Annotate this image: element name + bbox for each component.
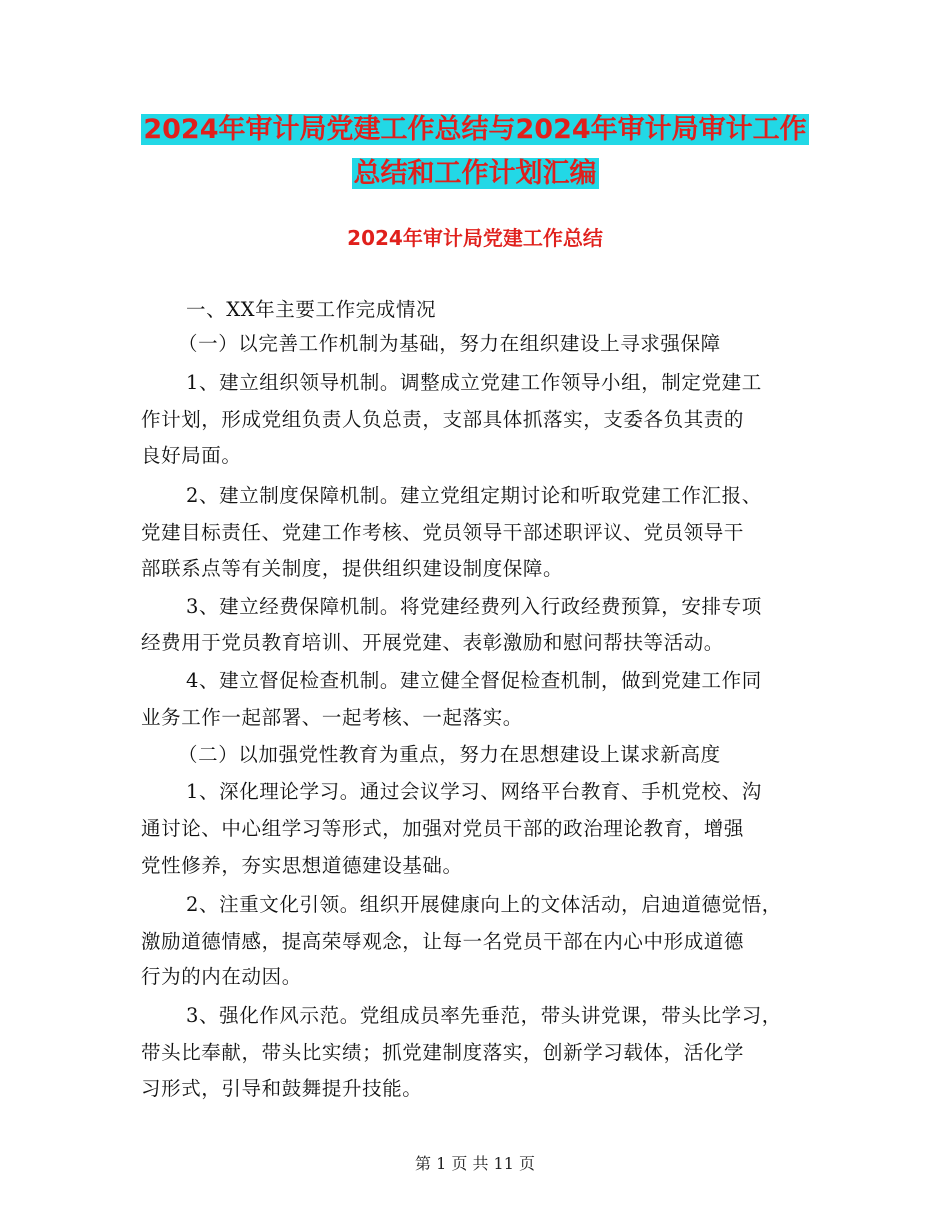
- paragraph-line: 党建目标责任、党建工作考核、党员领导干部述职评议、党员领导干: [141, 521, 745, 544]
- paragraph-line: 良好局面。: [141, 444, 242, 467]
- paragraph-line: 党性修养，夯实思想道德建设基础。: [141, 854, 463, 877]
- paragraph-line: 激励道德情感，提高荣辱观念，让每一名党员干部在内心中形成道德: [141, 930, 745, 953]
- paragraph-line: 部联系点等有关制度，提供组织建设制度保障。: [141, 557, 564, 580]
- paragraph-line: 经费用于党员教育培训、开展党建、表彰激励和慰问帮扶等活动。: [141, 631, 724, 654]
- paragraph-line: 习形式，引导和鼓舞提升技能。: [141, 1077, 423, 1100]
- heading-level-2: （一）以完善工作机制为基础，努力在组织建设上寻求强保障: [178, 332, 721, 355]
- paragraph-line: 带头比奉献，带头比实绩；抓党建制度落实，创新学习载体，活化学: [141, 1041, 745, 1064]
- paragraph-line: 作计划，形成党组负责人负总责，支部具体抓落实，支委各负其责的: [141, 408, 745, 431]
- paragraph-line: 业务工作一起部署、一起考核、一起落实。: [141, 706, 523, 729]
- paragraph-line: 2、建立制度保障机制。建立党组定期讨论和听取党建工作汇报、: [186, 484, 762, 507]
- paragraph-line: 1、建立组织领导机制。调整成立党建工作领导小组，制定党建工: [186, 371, 762, 394]
- paragraph-line: 2、注重文化引领。组织开展健康向上的文体活动，启迪道德觉悟，: [186, 893, 782, 916]
- section-title: 2024年审计局党建工作总结: [347, 226, 603, 250]
- page-footer: 第 1 页 共 11 页: [415, 1154, 535, 1173]
- heading-level-1: 一、XX年主要工作完成情况: [186, 298, 437, 321]
- paragraph-line: 1、深化理论学习。通过会议学习、网络平台教育、手机党校、沟: [186, 780, 762, 803]
- document-title-line-1: [0, 109, 950, 151]
- document-title-line-2: [0, 153, 950, 195]
- heading-level-2: （二）以加强党性教育为重点，努力在思想建设上谋求新高度: [178, 743, 721, 766]
- paragraph-line: 3、强化作风示范。党组成员率先垂范，带头讲党课，带头比学习，: [186, 1004, 782, 1027]
- title-highlight: 2024年审计局党建工作总结与2024年审计局审计工作: [143, 114, 807, 145]
- title-highlight: 总结和工作计划汇编: [353, 158, 597, 189]
- paragraph-line: 3、建立经费保障机制。将党建经费列入行政经费预算，安排专项: [186, 595, 762, 618]
- paragraph-line: 4、建立督促检查机制。建立健全督促检查机制，做到党建工作同: [186, 669, 762, 692]
- paragraph-line: 通讨论、中心组学习等形式，加强对党员干部的政治理论教育，增强: [141, 817, 745, 840]
- paragraph-line: 行为的内在动因。: [141, 965, 302, 988]
